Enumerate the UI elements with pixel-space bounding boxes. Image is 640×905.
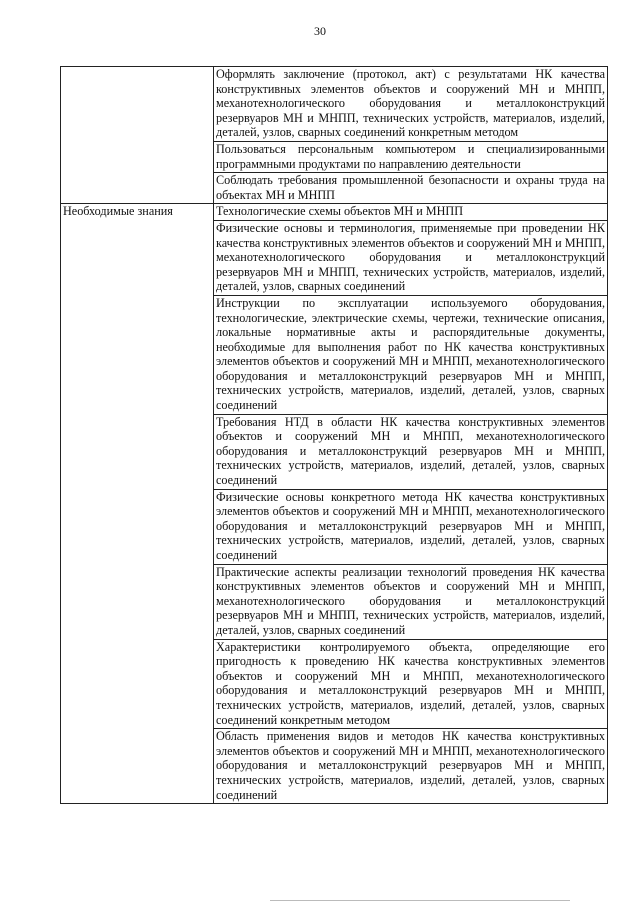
- required-knowledge-label: Необходимые знания: [61, 204, 214, 804]
- skill-text: Соблюдать требования промышленной безопасности и охраны труда на объектах МН и МНПП: [214, 173, 608, 204]
- knowledge-text: Область применения видов и методов НК качества конструктивных элементов объектов и сооружений МН и МНПП, механотехнологического оборудования и металлоконструкций резервуаров МН и МНПП, технических устройств, материалов, изделий, деталей, узлов, сварных соединений: [214, 729, 608, 804]
- knowledge-text: Технологические схемы объектов МН и МНПП: [214, 204, 608, 221]
- table-row: [61, 67, 608, 142]
- knowledge-text: Инструкции по эксплуатации используемого оборудования, технологические, электрические схемы, чертежи, технические описания, локальные нормативные акты и распорядительные документы, необходимые для выполнения работ по НК качества конструктивных элементов объектов и сооружений МН и МНПП, механотехнологического оборудования и металлоконструкций резервуаров МН и МНПП, технических устройств, материалов, изделий, деталей, узлов, сварных соединений: [214, 295, 608, 414]
- table-row: [61, 204, 608, 221]
- skill-text: Пользоваться персональным компьютером и специализированными программными продуктами по направлению деятельности: [214, 141, 608, 172]
- knowledge-text: Практические аспекты реализации технологий проведения НК качества конструктивных элементов объектов и сооружений МН и МНПП, механотехнологического оборудования и металлоконструкций резервуаров МН и МНПП, технических устройств, материалов, изделий, деталей, узлов, сварных соединений: [214, 564, 608, 639]
- scan-edge-line: [270, 900, 570, 901]
- competency-table: [60, 66, 608, 804]
- knowledge-text: Физические основы и терминология, применяемые при проведении НК качества конструктивных элементов объектов и сооружений МН и МНПП, механотехнологического оборудования и металлоконструкций резервуаров МН и МНПП, технических устройств, материалов, изделий, деталей, узлов, сварных соединений: [214, 220, 608, 295]
- knowledge-text: Характеристики контролируемого объекта, определяющие его пригодность к проведению НК качества конструктивных элементов объектов и сооружений МН и МНПП, механотехнологического оборудования и металлоконструкций резервуаров МН и МНПП, технических устройств, материалов, изделий, деталей, узлов, сварных соединений конкретным методом: [214, 639, 608, 729]
- page-number: 30: [314, 24, 326, 38]
- knowledge-text: Физические основы конкретного метода НК качества конструктивных элементов объектов и сооружений МН и МНПП, механотехнологического оборудования и металлоконструкций резервуаров МН и МНПП, технических устройств, материалов, изделий, деталей, узлов, сварных соединений: [214, 489, 608, 564]
- row-label: [61, 67, 214, 204]
- knowledge-text: Требования НТД в области НК качества конструктивных элементов объектов и сооружений МН и МНПП, механотехнологического оборудования и металлоконструкций резервуаров МН и МНПП, технических устройств, материалов, изделий, деталей, узлов, сварных соединений: [214, 414, 608, 489]
- skill-text: Оформлять заключение (протокол, акт) с результатами НК качества конструктивных элементов объектов и сооружений МН и МНПП, механотехнологического оборудования и металлоконструкций резервуаров МН и МНПП, технических устройств, материалов, изделий, деталей, узлов, сварных соединений конкретным методом: [214, 67, 608, 142]
